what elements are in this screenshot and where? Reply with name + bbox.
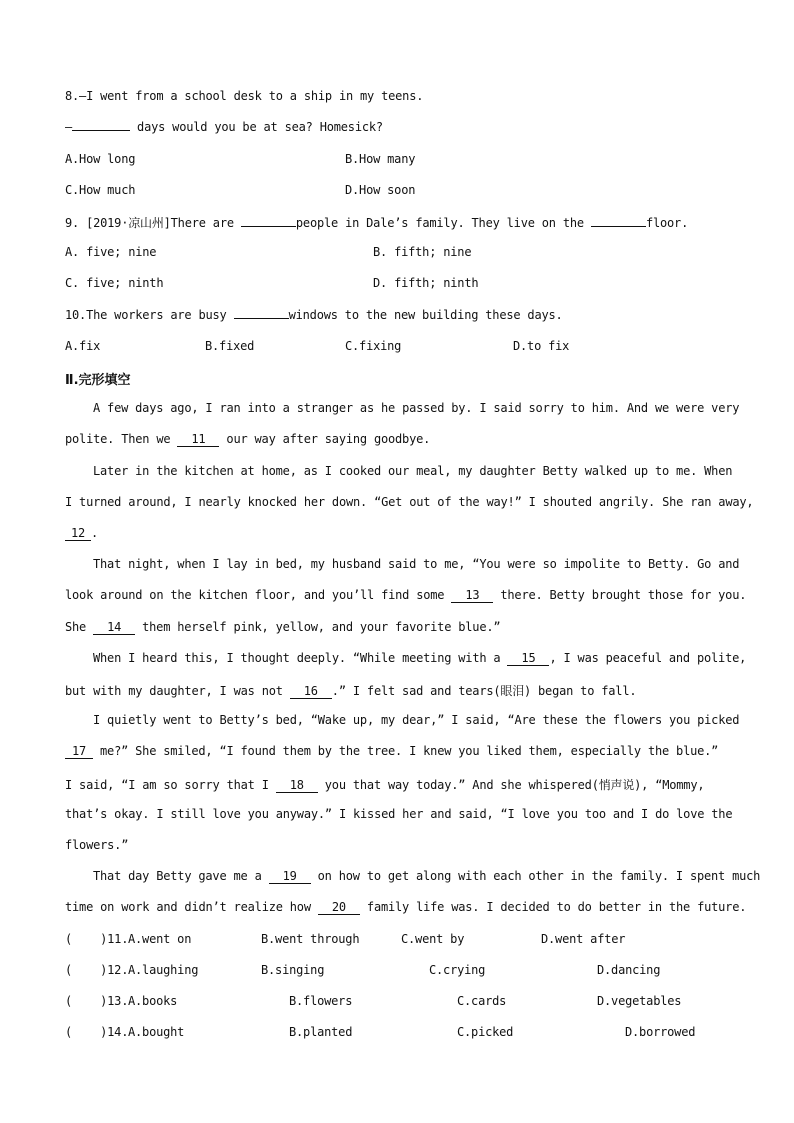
- passage-p2-line3: 12 .: [65, 526, 98, 541]
- blank-20[interactable]: 20: [318, 901, 360, 915]
- choice-11-c: C.went by: [401, 932, 465, 946]
- q9-stem: 9. [2019·凉山州]There are people in Dale’s family. They live on the floor.: [65, 216, 689, 230]
- q8-option-a: A.How long: [65, 152, 136, 166]
- q10-stem: 10.The workers are busy windows to the new building these days.: [65, 308, 563, 322]
- choice-11-d: D.went after: [541, 932, 626, 946]
- choice-14-b: B.planted: [289, 1025, 353, 1039]
- q9-option-c: C. five; ninth: [65, 276, 164, 290]
- choice-13-c: C.cards: [457, 994, 507, 1008]
- q10-option-c: C.fixing: [345, 339, 402, 353]
- passage-p4-line2: but with my daughter, I was not 16 .” I felt sad and tears(眼泪) began to fall.: [65, 684, 637, 698]
- q10-option-b: B.fixed: [205, 339, 255, 353]
- blank-16[interactable]: 16: [290, 685, 332, 699]
- choice-14-a: A.bought: [128, 1025, 185, 1039]
- q9-blank-1[interactable]: [241, 226, 296, 227]
- q9-option-b: B. fifth; nine: [373, 245, 472, 259]
- passage-p6-line1: That day Betty gave me a 19 on how to get along with each other in the family. I spent much: [93, 869, 761, 883]
- choice-13-paren[interactable]: ( )13.: [65, 994, 129, 1008]
- passage-p5-line3: I said, “I am so sorry that I 18 you that way today.” And she whispered(悄声说), “Mommy,: [65, 778, 705, 792]
- q8-option-b: B.How many: [345, 152, 416, 166]
- passage-p6-line2: time on work and didn’t realize how 20 family life was. I decided to do better in the future.: [65, 900, 747, 914]
- passage-p3-line1: That night, when I lay in bed, my husband said to me, “You were so impolite to Betty. Go and: [93, 557, 740, 571]
- section-title: Ⅱ.完形填空: [65, 373, 131, 388]
- passage-p3-line3: She 14 them herself pink, yellow, and your favorite blue.”: [65, 620, 501, 634]
- passage-p3-line2: look around on the kitchen floor, and you’ll find some 13 there. Betty brought those for you.: [65, 588, 747, 602]
- passage-p2-line1: Later in the kitchen at home, as I cooked our meal, my daughter Betty walked up to me. When: [93, 464, 733, 478]
- passage-p5-line5: flowers.”: [65, 838, 129, 852]
- blank-11[interactable]: 11: [177, 433, 219, 447]
- passage-p1-line2: polite. Then we 11 our way after saying goodbye.: [65, 432, 431, 446]
- choice-12-c: C.crying: [429, 963, 486, 977]
- choice-11-paren[interactable]: ( )11.: [65, 932, 129, 946]
- choice-11-a: A.went on: [128, 932, 192, 946]
- blank-14[interactable]: 14: [93, 621, 135, 635]
- blank-15[interactable]: 15: [507, 652, 549, 666]
- passage-p1-line1: A few days ago, I ran into a stranger as he passed by. I said sorry to him. And we were very: [93, 401, 740, 415]
- choice-13-d: D.vegetables: [597, 994, 682, 1008]
- passage-p2-line2: I turned around, I nearly knocked her down. “Get out of the way!” I shouted angrily. She ran away,: [65, 495, 754, 509]
- q8-option-c: C.How much: [65, 183, 136, 197]
- choice-12-a: A.laughing: [128, 963, 199, 977]
- choice-14-c: C.picked: [457, 1025, 514, 1039]
- blank-17[interactable]: 17: [65, 745, 93, 759]
- q9-option-a: A. five; nine: [65, 245, 157, 259]
- passage-p5-line4: that’s okay. I still love you anyway.” I kissed her and said, “I love you too and I do love the: [65, 807, 733, 821]
- choice-13-b: B.flowers: [289, 994, 353, 1008]
- blank-12[interactable]: 12: [65, 527, 91, 541]
- choice-13-a: A.books: [128, 994, 178, 1008]
- blank-18[interactable]: 18: [276, 779, 318, 793]
- q8-blank[interactable]: [72, 130, 130, 131]
- blank-19[interactable]: 19: [269, 870, 311, 884]
- choice-14-paren[interactable]: ( )14.: [65, 1025, 129, 1039]
- choice-12-b: B.singing: [261, 963, 325, 977]
- q9-option-d: D. fifth; ninth: [373, 276, 479, 290]
- choice-14-d: D.borrowed: [625, 1025, 696, 1039]
- choice-12-d: D.dancing: [597, 963, 661, 977]
- passage-p5-line1: I quietly went to Betty’s bed, “Wake up, my dear,” I said, “Are these the flowers you picked: [93, 713, 740, 727]
- q8-option-d: D.How soon: [345, 183, 416, 197]
- q10-option-a: A.fix: [65, 339, 101, 353]
- choice-12-paren[interactable]: ( )12.: [65, 963, 129, 977]
- q9-blank-2[interactable]: [591, 226, 646, 227]
- passage-p4-line1: When I heard this, I thought deeply. “While meeting with a 15 , I was peaceful and polite,: [93, 651, 747, 665]
- passage-p5-line2: 17 me?” She smiled, “I found them by the tree. I knew you liked them, especially the blue.”: [65, 744, 718, 759]
- q8-stem: 8.—I went from a school desk to a ship in my teens.: [65, 89, 424, 103]
- q8-line2: — days would you be at sea? Homesick?: [65, 120, 383, 134]
- choice-11-b: B.went through: [261, 932, 360, 946]
- blank-13[interactable]: 13: [451, 589, 493, 603]
- q10-blank[interactable]: [234, 318, 289, 319]
- q10-option-d: D.to fix: [513, 339, 570, 353]
